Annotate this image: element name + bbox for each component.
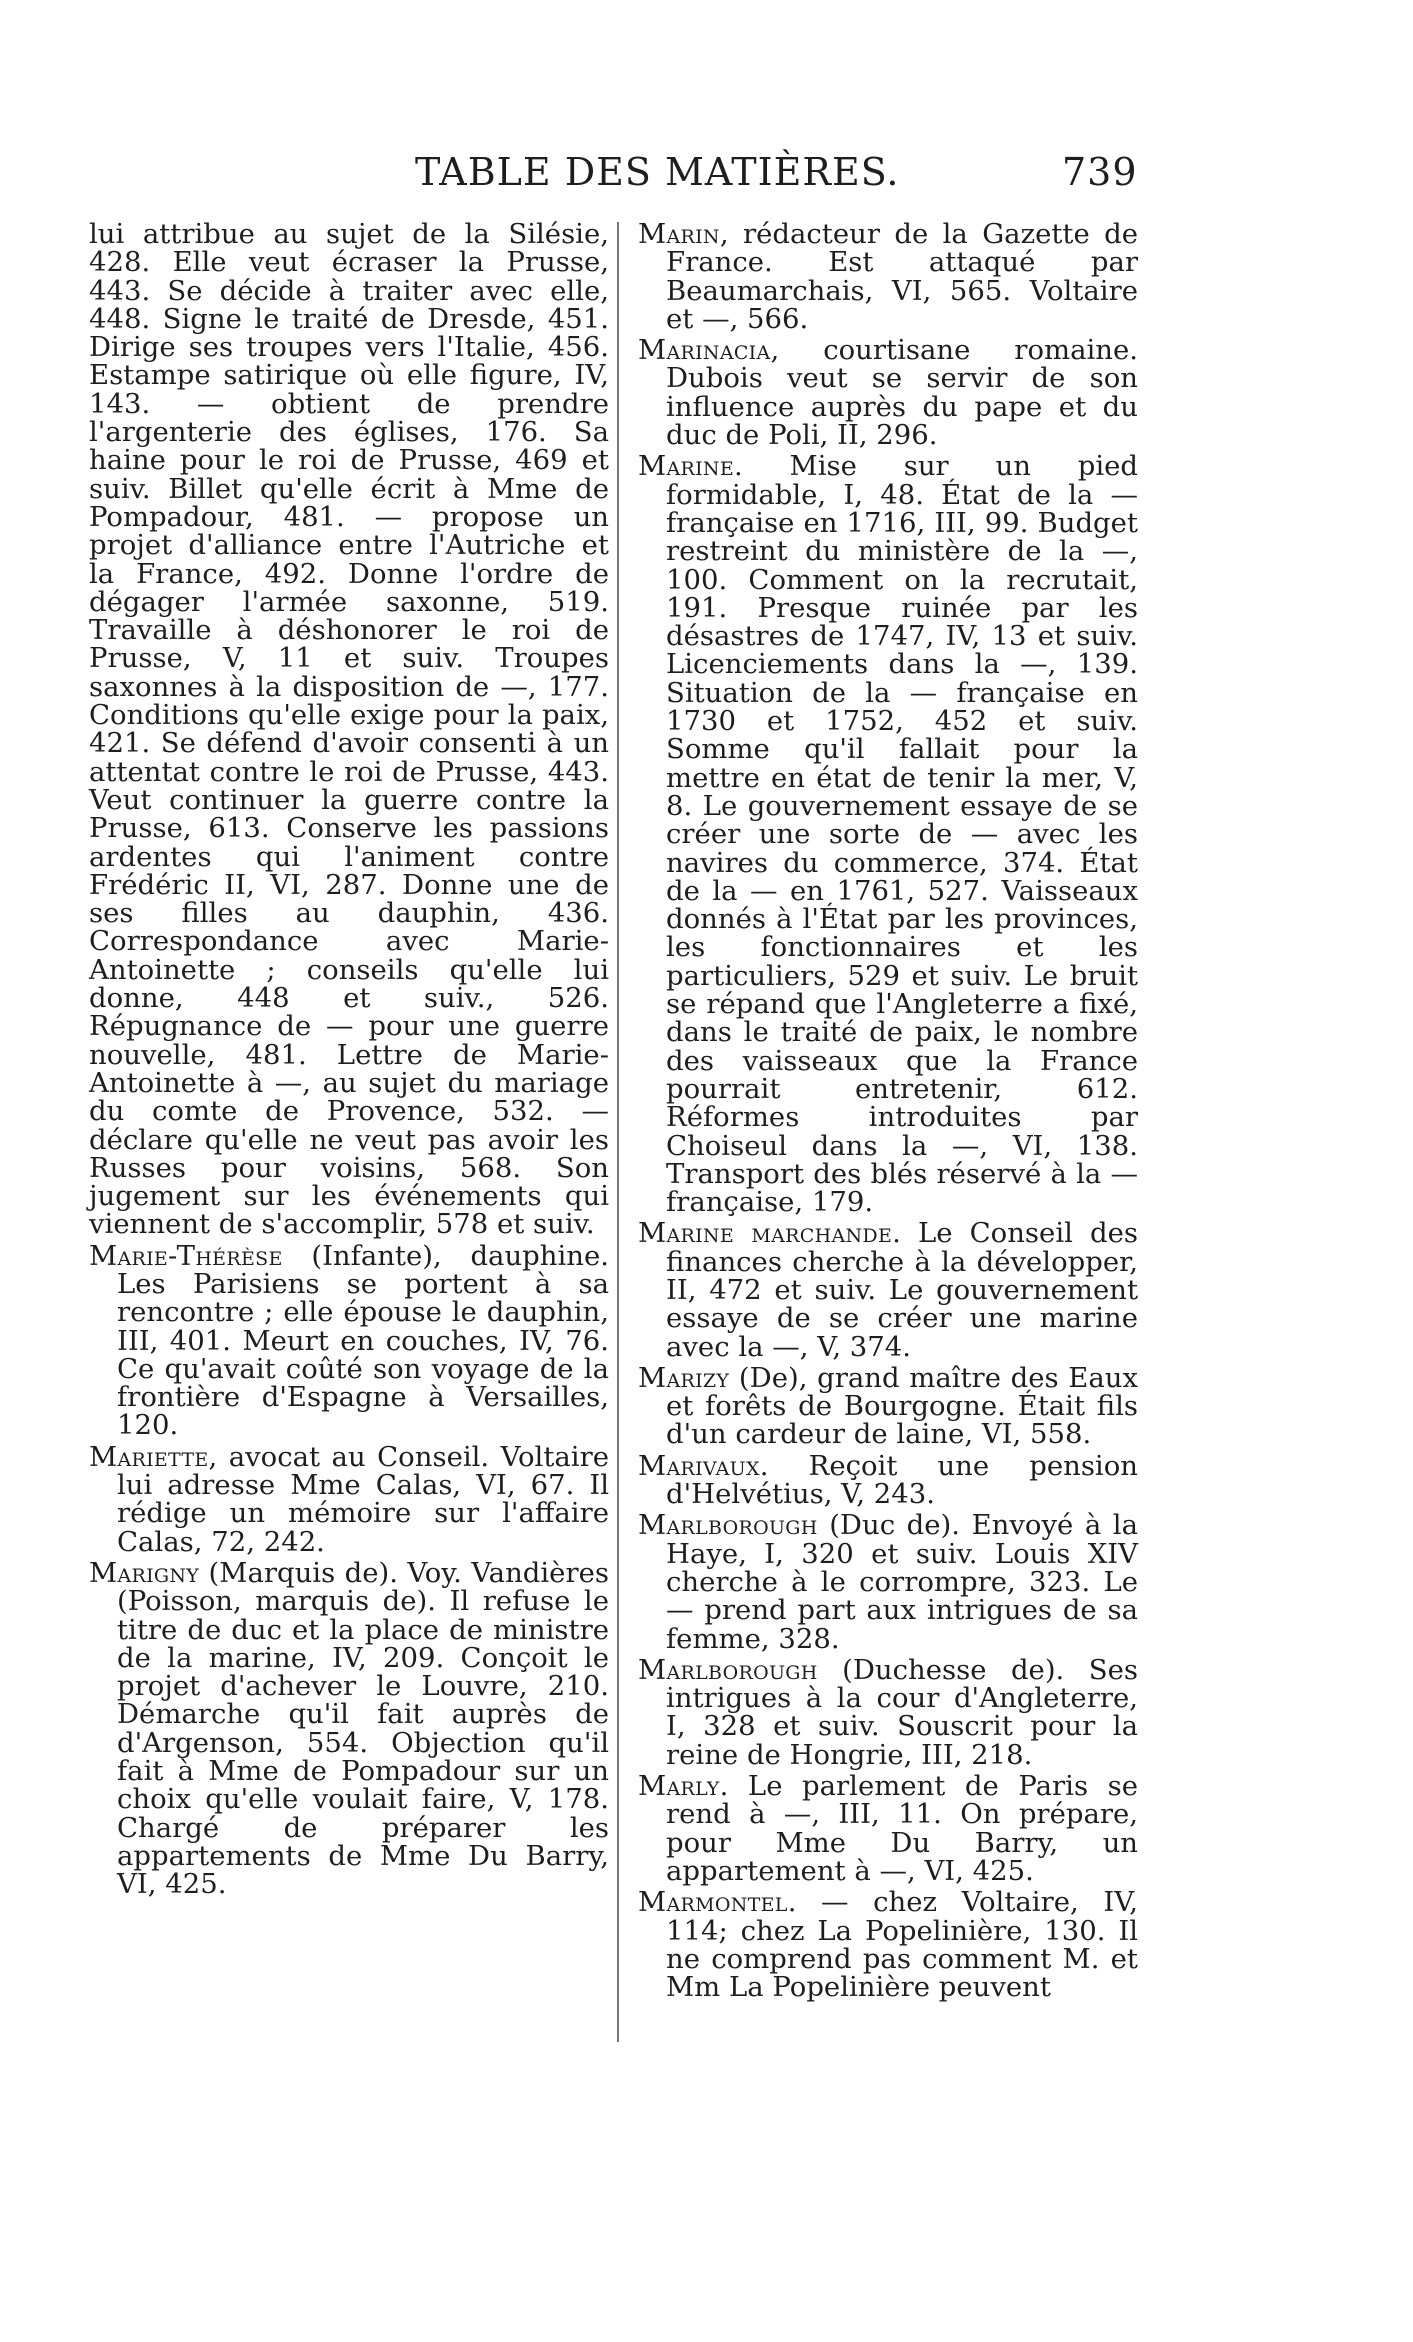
page-number: 739 bbox=[1062, 150, 1138, 194]
entry-text: . — chez Voltaire, IV, 114; chez La Popelinière, 130. Il ne comprend pas comment M. et Mm La Popelinière peuvent bbox=[666, 1886, 1138, 2004]
index-entry bbox=[638, 334, 1138, 452]
entry-heading: Mariette bbox=[89, 1440, 209, 1473]
continued-entry-text: lui attribue au sujet de la Silésie, 428. Elle veut écraser la Prusse, 443. Se décide à traiter avec elle, 448. Signe le traité de Dresde, 451. Dirige ses troupes vers l'Italie, 456. Estampe satirique où elle figure, IV, 143. — obtient de prendre l'argenterie des églises, 176. Sa haine pour le roi de Prusse, 469 et suiv. Billet qu'elle écrit à Mme de Pompadour, 481. — propose un projet d'alliance entre l'Autriche et la France, 492. Donne l'ordre de dégager l'armée saxonne, 519. Travaille à déshonorer le roi de Prusse, V, 11 et suiv. Troupes saxonnes à la disposition de —, 177. Conditions qu'elle exige pour la paix, 421. Se défend d'avoir consenti à un attentat contre le roi de Prusse, 443. Veut continuer la guerre contre la Prusse, 613. Conserve les passions ardentes qui l'animent contre Frédéric II, VI, 287. Donne une de ses filles au dauphin, 436. Correspondance avec Marie-Antoinette ; conseils qu'elle lui donne, 448 et suiv., 526. Répugnance de — pour une guerre nouvelle, 481. Lettre de Marie-Antoinette à —, au sujet du mariage du comte de Provence, 532. — déclare qu'elle ne veut pas avoir les Russes pour voisins, 568. Son jugement sur les événements qui viennent de s'accomplir, 578 et suiv. bbox=[89, 218, 609, 1241]
entry-heading: Marlborough bbox=[638, 1509, 818, 1542]
index-entry bbox=[638, 220, 1138, 333]
entry-text: . Le Conseil des finances cherche à la développer, II, 472 et suiv. Le gouvernement essaye de se créer une marine avec la —, V, 374. bbox=[666, 1217, 1139, 1363]
entry-text: (Marquis de). Voy. Vandières (Poisson, marquis de). Il refuse le titre de duc et la place de ministre de la marine, IV, 209. Conçoit le projet d'achever le Louvre, 210. Démarche qu'il fait auprès de d'Argenson, 554. Objection qu'il fait à Mme de Pompadour sur un choix qu'elle voulait faire, V, 178. Chargé de préparer les appartements de Mme Du Barry, VI, 425. bbox=[117, 1556, 609, 1901]
index-entry bbox=[89, 1556, 609, 1901]
running-title: TABLE DES MATIÈRES. bbox=[415, 150, 900, 194]
page-header bbox=[0, 150, 1413, 200]
index-entry bbox=[89, 1239, 609, 1442]
entry-text: (Duc de). Envoyé à la Haye, I, 320 et suiv. Louis XIV cherche à le corrompre, 323. Le — prend part aux intrigues de sa femme, 328. bbox=[666, 1509, 1138, 1655]
entry-text: . Le parlement de Paris se rend à —, III, 11. On prépare, pour Mme Du Barry, un appartement à —, VI, 425. bbox=[666, 1770, 1138, 1887]
entry-text: , rédacteur de la Gazette de France. Est attaqué par Beaumarchais, VI, 565. Voltaire et —, 566. bbox=[666, 218, 1138, 335]
index-entry bbox=[638, 1772, 1138, 1885]
right-column bbox=[638, 220, 1138, 2004]
entry-heading: Marine bbox=[638, 450, 734, 483]
entry-heading: Marivaux bbox=[638, 1449, 760, 1482]
entry-text: (Infante), dauphine. Les Parisiens se portent à sa rencontre ; elle épouse le dauphin, III, 401. Meurt en couches, IV, 76. Ce qu'avait coûté son voyage de la frontière d'Espagne à Versailles, 120. bbox=[117, 1239, 609, 1442]
entry-text: . Mise sur un pied formidable, I, 48. État de la — française en 1716, III, 99. Budget restreint du ministère de la —, 100. Comment on la recrutait, 191. Presque ruinée par les désastres de 1747, IV, 13 et suiv. Licenciements dans la —, 139. Situation de la — française en 1730 et 1752, 452 et suiv. Somme qu'il fallait pour la mettre en état de tenir la mer, V, 8. Le gouvernement essaye de se créer une sorte de — avec les navires du commerce, 374. État de la — en 1761, 527. Vaisseaux donnés à l'État par les provinces, les fonctionnaires et les particuliers, 529 et suiv. Le bruit se répand que l'Angleterre a fixé, dans le traité de paix, le nombre des vaisseaux que la France pourrait entretenir, 612. Réformes introduites par Choiseul dans la —, VI, 138. Transport des blés réservé à la — française, 179. bbox=[666, 450, 1138, 1219]
entry-heading: Marin bbox=[638, 218, 720, 250]
entry-text: (De), grand maître des Eaux et forêts de Bourgogne. Était fils d'un cardeur de laine, VI, 558. bbox=[666, 1361, 1138, 1451]
index-entry bbox=[638, 1886, 1138, 2004]
index-entry bbox=[638, 1449, 1138, 1511]
entry-heading: Marmontel bbox=[638, 1886, 788, 1919]
entry-heading: Marizy bbox=[638, 1361, 730, 1394]
entry-heading: Marinacia bbox=[638, 334, 771, 367]
index-entry bbox=[638, 1217, 1139, 1363]
entry-heading: Marie-Thérèse bbox=[89, 1239, 283, 1272]
index-entry bbox=[638, 450, 1138, 1219]
entry-heading: Marigny bbox=[89, 1556, 200, 1589]
entry-text: , avocat au Conseil. Voltaire lui adresse Mme Calas, VI, 67. Il rédige un mémoire sur l'affaire Calas, 72, 242. bbox=[117, 1440, 609, 1558]
entry-text: , courtisane romaine. Dubois veut se servir de son influence auprès du pape et du duc de Poli, II, 296. bbox=[666, 334, 1138, 452]
entry-heading: Marlborough bbox=[638, 1653, 818, 1686]
index-entry bbox=[638, 1653, 1138, 1771]
index-entry bbox=[638, 1509, 1138, 1655]
entry-text: (Duchesse de). Ses intrigues à la cour d'Angleterre, I, 328 et suiv. Souscrit pour la reine de Hongrie, III, 218. bbox=[666, 1653, 1138, 1771]
entry-text: . Reçoit une pension d'Helvétius, V, 243. bbox=[666, 1449, 1138, 1511]
index-entry bbox=[638, 1361, 1138, 1451]
index-entry bbox=[89, 1440, 609, 1558]
column-divider bbox=[617, 222, 619, 2042]
entry-heading: Marine marchande bbox=[638, 1217, 893, 1250]
entry-heading: Marly bbox=[638, 1770, 720, 1803]
left-column bbox=[89, 220, 609, 1902]
